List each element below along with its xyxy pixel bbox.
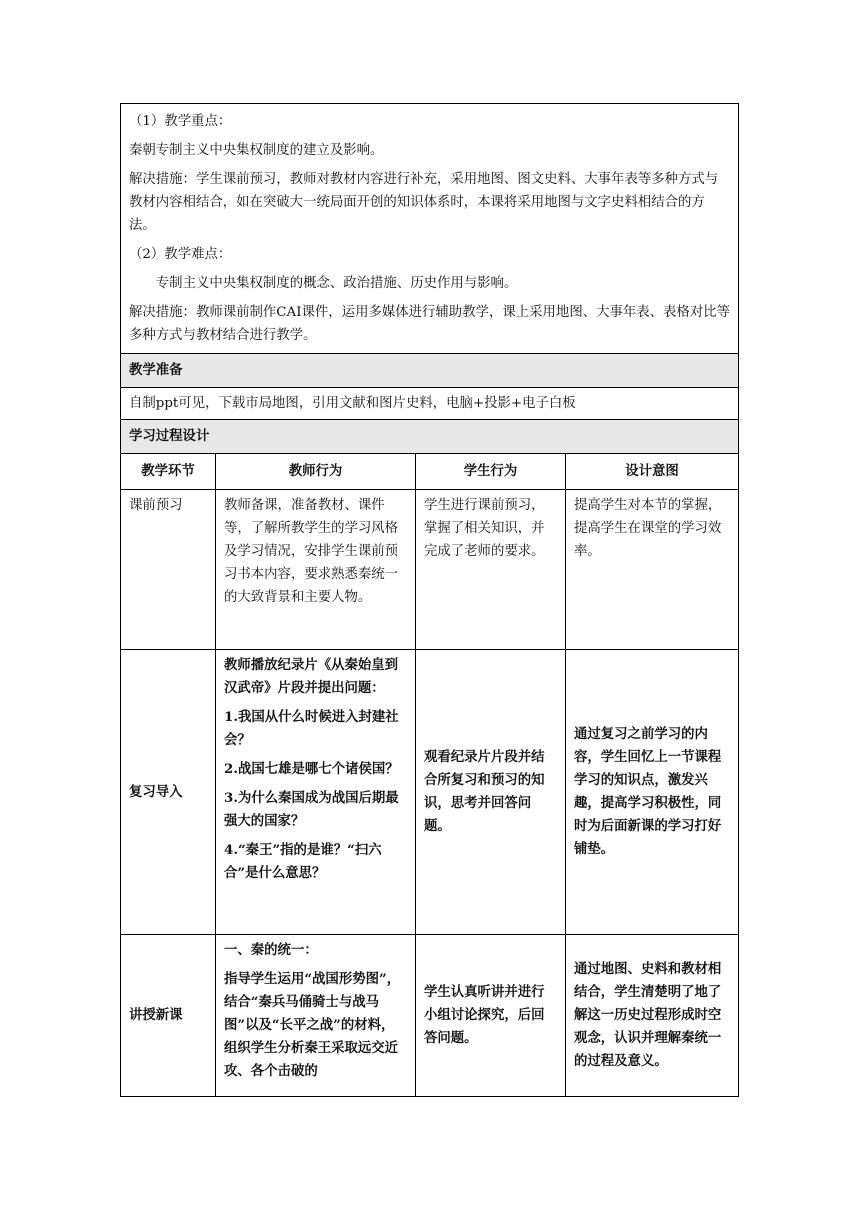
stage-cell: 课前预习 [121, 490, 216, 650]
process-header-row [121, 420, 739, 454]
table-row [121, 650, 739, 935]
teacher-text: 教师播放纪录片《从秦始皇到汉武帝》片段并提出问题： [224, 657, 399, 696]
focus-body: 秦朝专制主义中央集权制度的建立及影响。 [129, 143, 384, 158]
difficulty-solution: 解决措施：教师课前制作CAI课件，运用多媒体进行辅助教学，课上采用地图、大事年表、表格对比等多种方式与教材结合进行教学。 [129, 305, 730, 343]
prep-body-row [121, 388, 739, 420]
teacher-cell [216, 650, 416, 935]
teacher-text: 教师备课，准备教材、课件等，了解所教学生的学习风格及学习情况，安排学生课前预习书本内容，要求熟悉秦统一的大致背景和主要人物。 [224, 498, 399, 605]
column-header: 学生行为 [416, 454, 566, 490]
column-header: 教师行为 [216, 454, 416, 490]
focus-solution: 解决措施：学生课前预习，教师对教材内容进行补充，采用地图、图文史料、大事年表等多种方式与教材内容相结合，如在突破大一统局面开创的知识体系时，本课将采用地图与文字史料相结合的方法。 [129, 172, 719, 233]
table-column-headers [121, 454, 739, 490]
prep-body: 自制ppt可见，下载市局地图，引用文献和图片史料，电脑+投影+电子白板 [121, 388, 739, 420]
teacher-text: 指导学生运用“战国形势图”，结合“秦兵马俑骑士与战马图”以及“长平之战”的材料，组织学生分析秦王采取远交近攻、各个击破的 [224, 971, 401, 1079]
student-cell: 观看纪录片片段并结合所复习和预习的知识，思考并回答问题。 [416, 650, 566, 935]
teacher-cell [216, 490, 416, 650]
process-title: 学习过程设计 [121, 420, 739, 454]
stage-cell: 讲授新课 [121, 935, 216, 1097]
table-row [121, 935, 739, 1097]
student-cell: 学生进行课前预习，掌握了相关知识，并完成了老师的要求。 [416, 490, 566, 650]
intent-cell: 通过复习之前学习的内容，学生回忆上一节课程学习的知识点，激发兴趣，提高学习积极性，同时为后面新课的学习打好铺垫。 [566, 650, 739, 935]
column-header: 教学环节 [121, 454, 216, 490]
table-row [121, 490, 739, 650]
student-cell: 学生认真听讲并进行小组讨论探究，后回答问题。 [416, 935, 566, 1097]
intent-cell: 提高学生对本节的掌握，提高学生在课堂的学习效率。 [566, 490, 739, 650]
teacher-question: 3.为什么秦国成为战国后期最强大的国家？ [224, 790, 399, 829]
lesson-plan-document [120, 103, 738, 1097]
teacher-question: 2.战国七雄是哪七个诸侯国？ [224, 761, 399, 777]
teacher-section-title: 一、秦的统一： [224, 942, 318, 958]
difficulty-title: （2）教学难点： [129, 247, 232, 262]
teacher-cell [216, 935, 416, 1097]
lesson-plan-table [120, 103, 739, 1097]
difficulty-body: 专制主义中央集权制度的概念、政治措施、历史作用与影响。 [155, 276, 518, 291]
prep-title: 教学准备 [121, 354, 739, 388]
prep-header-row [121, 354, 739, 388]
column-header: 设计意图 [566, 454, 739, 490]
teacher-question: 4.“秦王”指的是谁？“扫六合”是什么意思？ [224, 842, 382, 881]
focus-title: （1）教学重点： [129, 114, 232, 129]
intent-cell: 通过地图、史料和教材相结合，学生清楚明了地了解这一历史过程形成时空观念，认识并理解秦统一的过程及意义。 [566, 935, 739, 1097]
focus-difficulty-row [121, 104, 739, 354]
stage-cell: 复习导入 [121, 650, 216, 935]
teacher-question: 1.我国从什么时候进入封建社会？ [224, 709, 399, 748]
